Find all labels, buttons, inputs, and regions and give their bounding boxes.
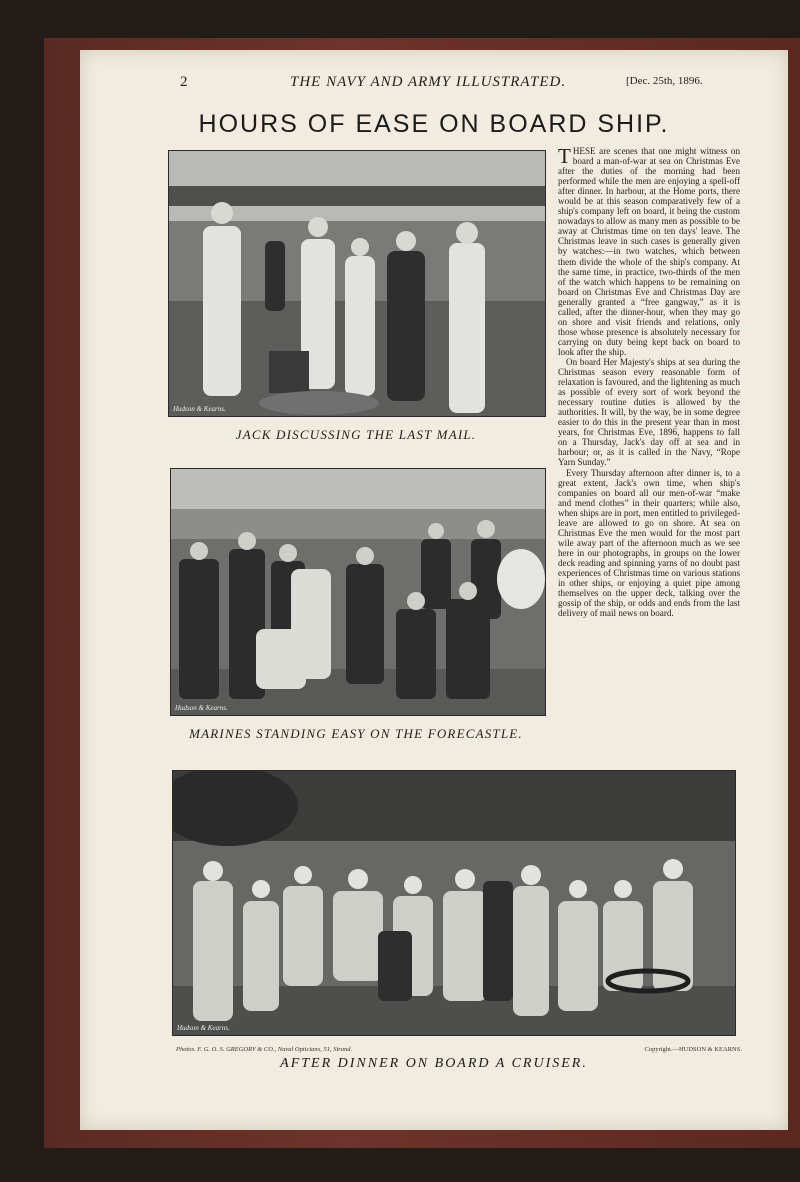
running-head — [80, 74, 788, 94]
photo-source-credit: Photos. F. G. O. S. GREGORY & CO., Naval Opticians, 51, Strand. — [176, 1046, 353, 1053]
photo-credit: Hudson & Kearns. — [175, 704, 228, 712]
journal-title: THE NAVY AND ARMY ILLUSTRATED. — [290, 74, 567, 90]
photo-caption: JACK DISCUSSING THE LAST MAIL. — [235, 427, 477, 442]
photo-caption: AFTER DINNER ON BOARD A CRUISER. — [280, 1056, 588, 1071]
photo-marines-illustration — [171, 469, 545, 715]
photo-marines-forecastle — [170, 468, 546, 716]
copyright-notice: Copyright.—HUDSON & KEARNS. — [644, 1046, 742, 1053]
photo-jack-discussing-mail — [168, 150, 546, 417]
article-paragraph: On board Her Majesty's ships at sea during the Christmas season every reasonable form of relaxation is favoured, and the lightening as much as possible of every sort of work beyond the necessary routine duties is allowed by the authorities. It will, by the way, be in some degree easier to do this in the present year than in most years, for Christmas Eve, 1896, happens to fall on a Thursday, Jack's day off at sea and in harbour; or, as it is called in the Navy, “Rope Yarn Sunday.” — [558, 356, 740, 468]
photo-after-dinner-cruiser — [172, 770, 736, 1036]
page-number: 2 — [180, 74, 188, 90]
page-headline: HOURS OF EASE ON BOARD SHIP. — [198, 110, 670, 138]
photo-credit: Hudson & Kearns. — [173, 405, 226, 413]
issue-date: [Dec. 25th, 1896. — [626, 75, 703, 87]
article-paragraph: Every Thursday afternoon after dinner is, to a great extent, Jack's own time, when ship's companies on board all our men-of-war “make and mend clothes” in their quarters; while also, when ships are in port, men entitled to privileged-leave are allowed to go on shore. At sea on Christmas Eve the men would for the most part wile away part of the afternoon much as we see here in our photographs, in groups on the lower deck reading and spinning yarns of no doubt past experiences of Christmas time on various stations in other ships, or enjoying a quiet pipe among themselves on the upper deck, talking over the gossip of the ship, or odds and ends from the last delivery of mail news on board. — [558, 467, 740, 619]
article-body — [558, 146, 740, 618]
photo-sailors-illustration — [169, 151, 545, 416]
photo-caption: MARINES STANDING EASY ON THE FORECASTLE. — [189, 726, 523, 741]
photo-crew-illustration — [173, 771, 735, 1035]
magazine-page — [80, 50, 788, 1130]
article-paragraph: THESE are scenes that one might witness on board a man-of-war at sea on Christmas Eve after the duties of the morning had been performed while the men are enjoying a spell-off after dinner. In harbour, at the Home ports, there would be at this season comparatively few of a ship's company left on board, it being the custom nowadays to allow as many men as possible to be away at Christmas time on ten days' leave. The Christmas leave in such cases is generally given by watches:—in two watches, which between them divide the whole of the ship's company. At the same time, in practice, two-thirds of the men of the watch which happens to be remaining on board on Christmas Eve and Christmas Day are generally granted a “free gangway,” as it is called, after the dinner-hour, when they may go on shore and visit friends and relations, only those whose presence is absolutely necessary for carrying on duty being kept back on board to look after the ship. — [558, 144, 740, 357]
drop-cap: T — [558, 144, 571, 168]
photo-credit: Hudson & Kearns. — [177, 1024, 230, 1032]
